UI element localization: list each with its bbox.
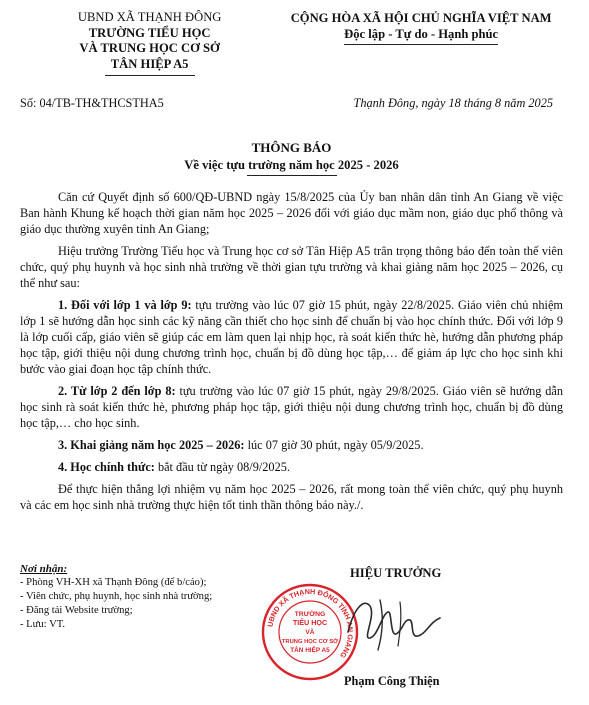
item-grade-2-8 [20,384,563,432]
recipient-item: - Viên chức, phụ huynh, học sinh nhà trường; [20,591,213,603]
item-2-text: tựu trường vào lúc 07 giờ 15 phút, ngày 29/8/2025. Giáo viên sẽ hướng dẫn học sinh rà soát kiến thức hè, phương pháp học tập, giới thiệu nội dung chương trình học, chuẩn bị đồ dùng học tập,… cho học sinh. [20,384,564,430]
paragraph-closing: Để thực hiện thắng lợi nhiệm vụ năm học 2025 – 2026, rất mong toàn thể viên chức, quý phụ huynh và các em học sinh nhà trường thực hiện tốt tinh thần thông báo này./. [20,481,563,512]
nation-name: CỘNG HÒA XÃ HỘI CHỦ NGHĨA VIỆT NAM [290,11,552,25]
document-body [20,190,563,514]
document-header [20,10,563,76]
national-heading [279,10,563,76]
seal-center-line-2: TIỂU HỌC [292,618,328,627]
reference-line [20,96,563,112]
title-underline [247,175,337,176]
item-3-text: lúc 07 giờ 30 phút, ngày 05/9/2025. [244,437,424,452]
issuing-organization [20,10,279,76]
item-2-heading: 2. Từ lớp 2 đến lớp 8: [58,384,176,398]
title-main: THÔNG BÁO [251,139,332,155]
national-motto: Độc lập - Tự do - Hạnh phúc [344,26,498,44]
item-grade-1-9 [20,298,563,378]
item-4-text: bắt đầu từ ngày 08/9/2025. [154,459,290,474]
document-title [20,140,563,176]
recipients-block [20,562,220,631]
signer-title: HIỆU TRƯỞNG [350,566,442,580]
seal-center-line-3: VÀ [305,629,315,636]
place-date: Thạnh Đông, ngày 18 tháng 8 năm 2025 [353,95,553,110]
seal-center-line-1: TRƯỜNG [294,611,326,618]
document-number: Số: 04/TB-TH&THCSTHA5 [20,95,164,110]
item-3-heading: 3. Khai giảng năm học 2025 – 2026: [58,437,245,452]
item-official-start [20,460,563,476]
recipient-item: - Đăng tải Website trường; [20,604,133,616]
item-1-heading: 1. Đối với lớp 1 và lớp 9: [58,298,192,313]
signature-block [260,562,580,702]
signer-name: Phạm Công Thiện [344,674,440,688]
seal-center-line-4: TRUNG HỌC CƠ SỞ [281,639,339,645]
org-line-2: TRƯỜNG TIỂU HỌC [88,25,211,40]
title-subject: Về việc tựu trường năm học 2025 - 2026 [184,157,399,172]
paragraph-announcement: Hiệu trưởng Trường Tiểu học và Trung học cơ sở Tân Hiệp A5 trân trọng thông báo đến toàn thể viên chức, quý phụ huynh và học sinh nhà trường về thời gian tựu trường và khai giảng năm học 2025 – 2026, cụ thể như sau: [20,244,563,291]
org-line-3: VÀ TRUNG HỌC CƠ SỞ [79,41,220,56]
org-line-4: TÂN HIỆP A5 [110,57,189,72]
org-line-1: UBND XÃ THẠNH ĐÔNG [77,10,222,24]
paragraph-legal-basis: Căn cứ Quyết định số 600/QĐ-UBND ngày 15/8/2025 của Ủy ban nhân dân tỉnh An Giang về việc Ban hành Khung kế hoạch thời gian năm học 2025 – 2026 đối với giáo dục mầm non, giáo dục phổ thông và giáo dục thường xuyên tỉnh An Giang; [20,190,563,237]
handwritten-signature [340,588,450,658]
item-1-text: tựu trường vào lúc 07 giờ 15 phút, ngày 22/8/2025. Giáo viên chủ nhiệm lớp 1 sẽ hướng dẫn học sinh các kỹ năng cần thiết cho học sinh để chuẩn bị vào học chính thức. Đối với lớp 9 là lớp cuối cấp, giáo viên sẽ giúp các em làm quen lại nhịp học, rà soát kiến thức hè, hướng dẫn phương pháp học tập, giới thiệu nội dung chương trình học, chuẩn bị đồ dùng học tập,… để giảm áp lực cho học sinh khi bước vào giai đoạn học tập chính thức. [20,298,563,377]
seal-ring-text-path: UBND XÃ THẠNH ĐÔNG TỈNH AN GIANG [265,586,356,660]
item-4-heading: 4. Học chính thức: [58,459,155,474]
seal-center-line-5: TÂN HIỆP A5 [290,647,330,654]
recipients-title: Nơi nhận: [20,563,68,575]
recipient-item: - Lưu: VT. [20,618,66,630]
recipient-item: - Phòng VH-XH xã Thạnh Đông (để b/cáo); [20,577,207,589]
org-underline [105,75,195,76]
item-opening-ceremony [20,438,563,454]
